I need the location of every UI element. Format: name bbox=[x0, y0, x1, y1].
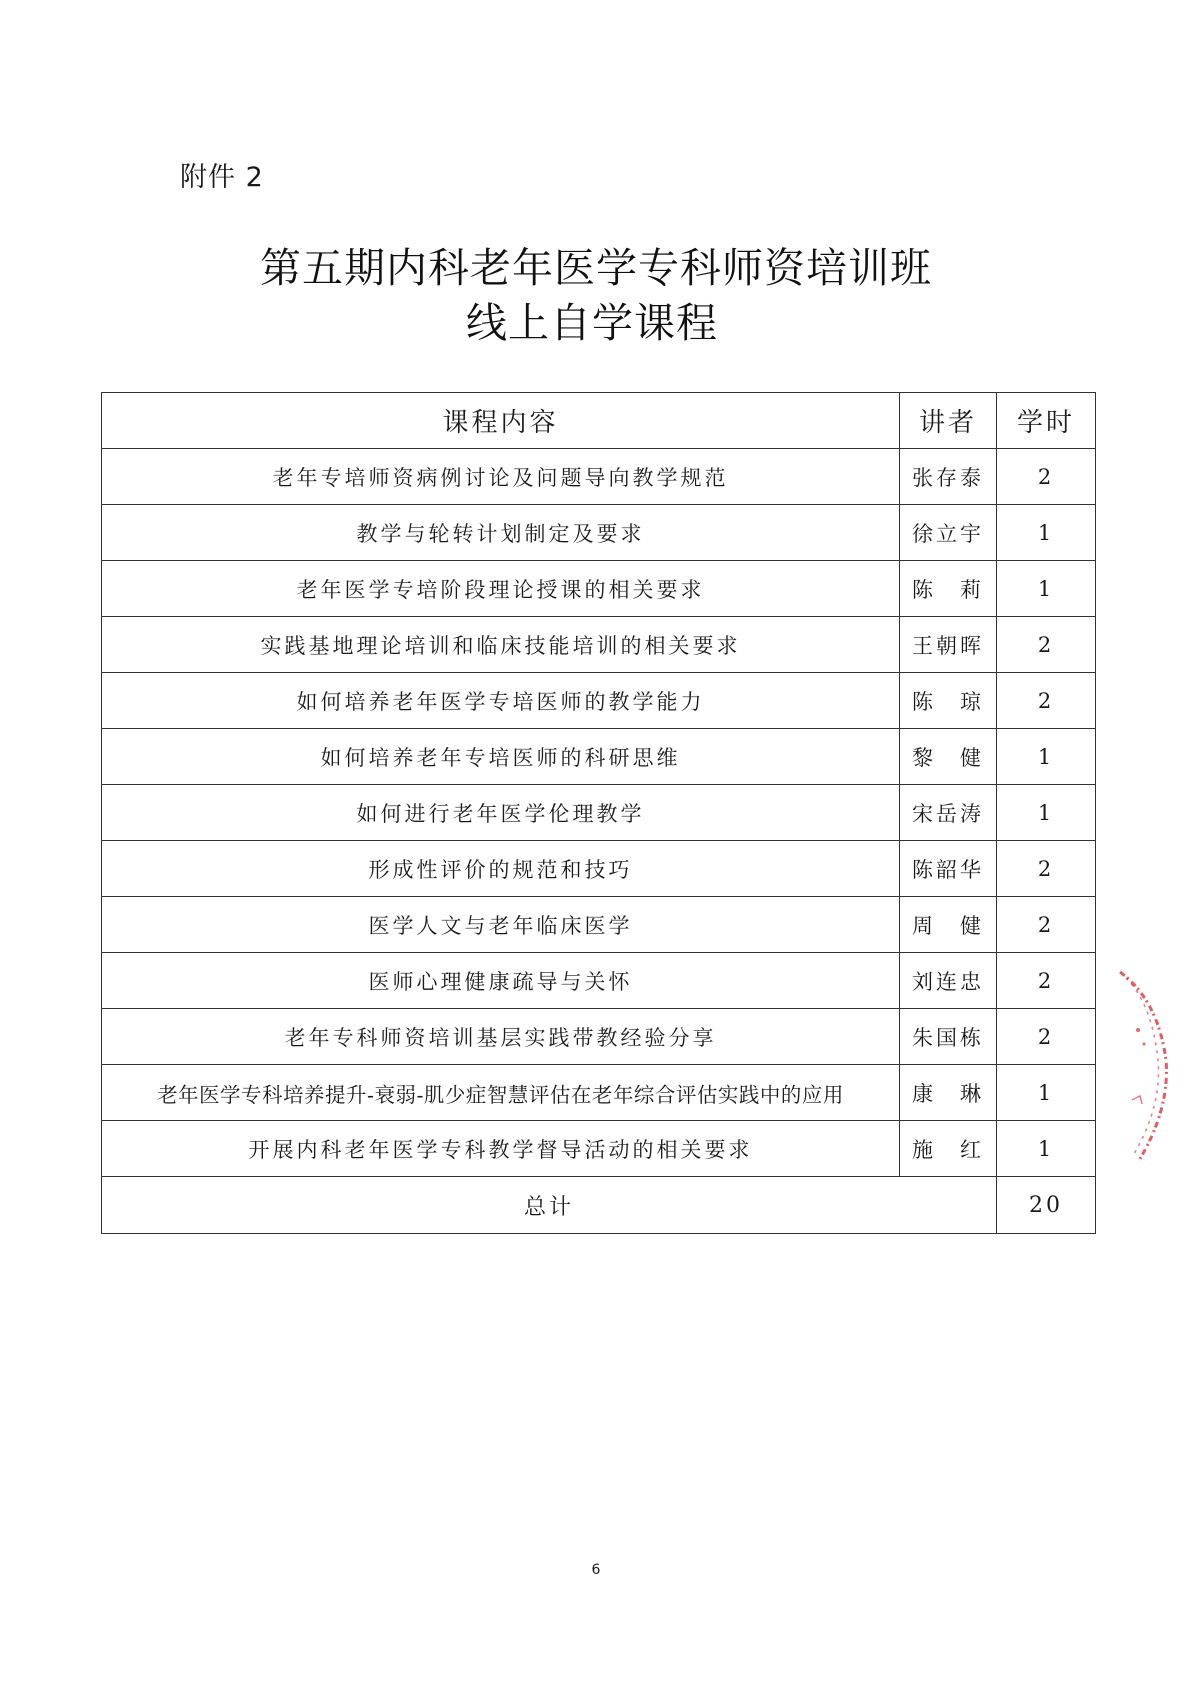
total-label: 总计 bbox=[102, 1177, 997, 1234]
lecturer-name: 刘连忠 bbox=[900, 953, 997, 1009]
course-hours: 2 bbox=[997, 897, 1096, 953]
course-hours: 2 bbox=[997, 841, 1096, 897]
lecturer-name: 张存泰 bbox=[900, 449, 997, 505]
lecturer-name: 黎 健 bbox=[900, 729, 997, 785]
total-row bbox=[102, 1177, 1096, 1234]
course-content: 如何进行老年医学伦理教学 bbox=[102, 785, 900, 841]
course-hours: 1 bbox=[997, 729, 1096, 785]
header-course-content: 课程内容 bbox=[102, 393, 900, 449]
course-hours: 2 bbox=[997, 673, 1096, 729]
page-number: 6 bbox=[591, 1562, 601, 1578]
total-hours: 20 bbox=[997, 1177, 1096, 1234]
page-subtitle: 线上自学课程 bbox=[466, 299, 718, 347]
lecturer-name: 宋岳涛 bbox=[900, 785, 997, 841]
lecturer-name: 陈 琼 bbox=[900, 673, 997, 729]
red-seal-fragment bbox=[1118, 970, 1178, 1170]
table-row bbox=[102, 449, 1096, 505]
course-content: 形成性评价的规范和技巧 bbox=[102, 841, 900, 897]
lecturer-name: 康 琳 bbox=[900, 1065, 997, 1121]
lecturer-name: 施 红 bbox=[900, 1121, 997, 1177]
page-title: 第五期内科老年医学专科师资培训班 bbox=[260, 244, 932, 292]
course-table bbox=[101, 392, 1096, 1234]
table-row bbox=[102, 505, 1096, 561]
lecturer-name: 朱国栋 bbox=[900, 1009, 997, 1065]
course-content: 老年医学专培阶段理论授课的相关要求 bbox=[102, 561, 900, 617]
table-row bbox=[102, 841, 1096, 897]
course-hours: 1 bbox=[997, 1121, 1096, 1177]
header-hours: 学时 bbox=[997, 393, 1096, 449]
attachment-label: 附件 2 bbox=[180, 162, 264, 193]
course-hours: 1 bbox=[997, 505, 1096, 561]
course-hours: 2 bbox=[997, 449, 1096, 505]
course-hours: 1 bbox=[997, 1065, 1096, 1121]
table-row bbox=[102, 1009, 1096, 1065]
table-row bbox=[102, 1121, 1096, 1177]
course-content: 如何培养老年专培医师的科研思维 bbox=[102, 729, 900, 785]
course-content: 医师心理健康疏导与关怀 bbox=[102, 953, 900, 1009]
course-content: 老年医学专科培养提升-衰弱-肌少症智慧评估在老年综合评估实践中的应用 bbox=[102, 1065, 900, 1121]
table-row bbox=[102, 897, 1096, 953]
course-content: 开展内科老年医学专科教学督导活动的相关要求 bbox=[102, 1121, 900, 1177]
course-hours: 2 bbox=[997, 1009, 1096, 1065]
lecturer-name: 徐立宇 bbox=[900, 505, 997, 561]
course-content: 老年专培师资病例讨论及问题导向教学规范 bbox=[102, 449, 900, 505]
table-row bbox=[102, 617, 1096, 673]
course-content: 实践基地理论培训和临床技能培训的相关要求 bbox=[102, 617, 900, 673]
table-row bbox=[102, 729, 1096, 785]
course-hours: 2 bbox=[997, 953, 1096, 1009]
course-content: 教学与轮转计划制定及要求 bbox=[102, 505, 900, 561]
table-row bbox=[102, 785, 1096, 841]
course-hours: 1 bbox=[997, 785, 1096, 841]
header-lecturer: 讲者 bbox=[900, 393, 997, 449]
table-row bbox=[102, 673, 1096, 729]
lecturer-name: 陈 莉 bbox=[900, 561, 997, 617]
table-row bbox=[102, 561, 1096, 617]
course-content: 医学人文与老年临床医学 bbox=[102, 897, 900, 953]
course-content: 老年专科师资培训基层实践带教经验分享 bbox=[102, 1009, 900, 1065]
course-hours: 1 bbox=[997, 561, 1096, 617]
lecturer-name: 王朝晖 bbox=[900, 617, 997, 673]
lecturer-name: 周 健 bbox=[900, 897, 997, 953]
course-content: 如何培养老年医学专培医师的教学能力 bbox=[102, 673, 900, 729]
lecturer-name: 陈韶华 bbox=[900, 841, 997, 897]
table-row bbox=[102, 1065, 1096, 1121]
table-row bbox=[102, 953, 1096, 1009]
table-header-row bbox=[102, 393, 1096, 449]
course-hours: 2 bbox=[997, 617, 1096, 673]
